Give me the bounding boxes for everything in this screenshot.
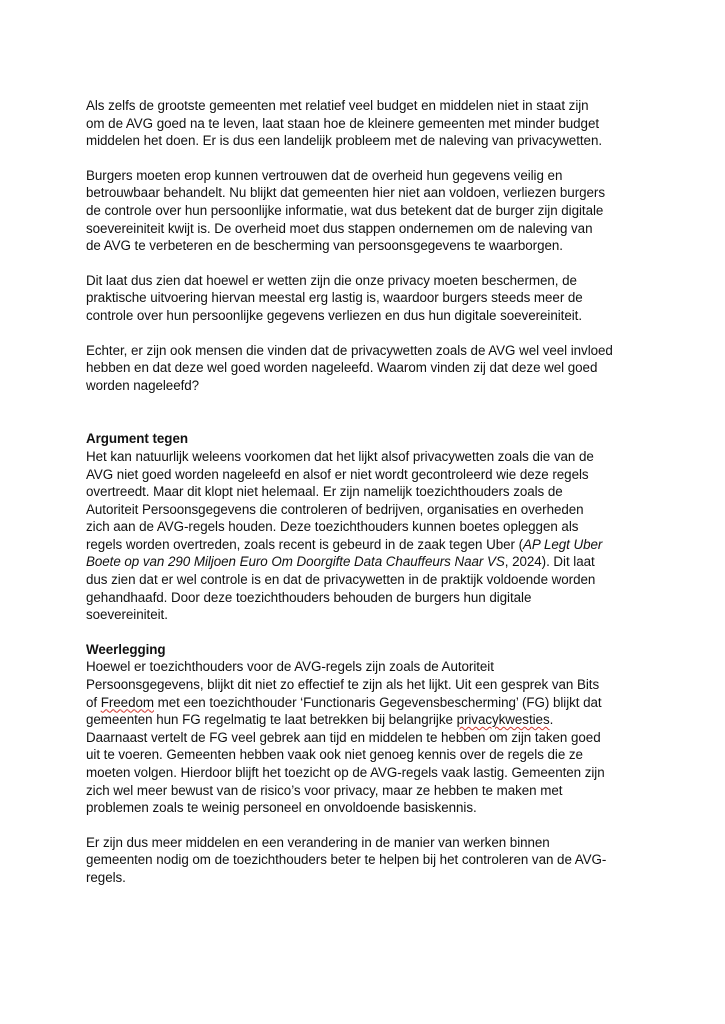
rebuttal-heading: Weerlegging [86, 641, 166, 657]
text-line: problemen zoals te weinig personeel en onvoldoende basiskennis. [86, 800, 477, 816]
rebuttal-section [86, 641, 653, 817]
text-run: gemeenten hun FG regelmatig te laat betrekken bij belangrijke [86, 712, 457, 728]
text-line: Dit laat dus zien dat hoewel er wetten zijn die onze privacy moeten beschermen, de [86, 272, 577, 288]
text-run: . [549, 712, 554, 728]
text-line: dus zien dat er wel controle is en dat de privacywetten in de praktijk voldoende worden [86, 572, 596, 588]
text-run: , 2024). Dit laat [504, 554, 595, 570]
text-line: zich aan de AVG-regels houden. Deze toezichthouders kunnen boetes opleggen als [86, 519, 579, 535]
text-line: uit te voeren. Gemeenten hebben vaak ook niet genoeg kennis over de regels die ze [86, 747, 583, 763]
text-line: soevereiniteit. [86, 607, 168, 623]
text-line: regels. [86, 869, 126, 885]
citation-title: AP Legt Uber [523, 536, 603, 552]
text-line: Hoewel er toezichthouders voor de AVG-regels zijn zoals de Autoriteit [86, 659, 494, 675]
text-line: hebben en dat deze wel goed worden nageleefd. Waarom vinden zij dat deze wel goed [86, 360, 598, 376]
text-line: Echter, er zijn ook mensen die vinden dat de privacywetten zoals de AVG wel veel invloed [86, 342, 613, 358]
spellcheck-flagged-word[interactable]: Freedom [100, 694, 154, 710]
text-line: gemeenten nodig om de toezichthouders beter te helpen bij het controleren van de AVG- [86, 852, 607, 868]
text-line: zich wel meer bewust van de risico’s voor privacy, maar ze hebben te maken met [86, 782, 563, 798]
text-line [86, 711, 653, 729]
text-line: middelen het doen. Er is dus een landelijk probleem met de naleving van privacywetten. [86, 133, 603, 149]
text-line: Burgers moeten erop kunnen vertrouwen dat de overheid hun gegevens veilig en [86, 167, 563, 183]
text-run: met een toezichthouder ‘Functionaris Gegevensbescherming’ (FG) blijkt dat [153, 694, 602, 710]
conclusion-paragraph [86, 834, 653, 887]
text-line: de controle over hun persoonlijke informatie, wat dus betekent dat de burger zijn digitale [86, 202, 604, 218]
text-line [86, 553, 653, 571]
text-line: Er zijn dus meer middelen en een verandering in de manier van werken binnen [86, 834, 550, 850]
text-line [86, 536, 653, 554]
text-line: Autoriteit Persoonsgegevens die controleren of bedrijven, organisaties en overheden [86, 501, 584, 517]
text-line: Het kan natuurlijk weleens voorkomen dat het lijkt alsof privacywetten zoals die van de [86, 448, 594, 464]
spacer [86, 411, 653, 430]
text-line: om de AVG goed na te leven, laat staan hoe de kleinere gemeenten met minder budget [86, 115, 600, 131]
text-line: betrouwbaar behandelt. Nu blijkt dat gemeenten hier niet aan voldoen, verliezen burgers [86, 185, 605, 201]
spellcheck-flagged-word[interactable]: privacykwesties [456, 712, 550, 728]
text-run: of [86, 694, 101, 710]
text-line: controle over hun persoonlijke gegevens verliezen en dus hun digitale soevereiniteit. [86, 307, 582, 323]
text-line: Persoonsgegevens, blijkt dit niet zo effectief te zijn als het lijkt. Uit een gesprek van Bits [86, 677, 600, 693]
text-line: soevereiniteit kwijt is. De overheid moet dus stappen ondernemen om de naleving van [86, 220, 593, 236]
text-run: regels worden overtreden, zoals recent is gebeurd in de zaak tegen Uber ( [86, 536, 524, 552]
text-line: praktische uitvoering hiervan meestal erg lastig is, waardoor burgers steeds meer de [86, 290, 583, 306]
paragraph-2 [86, 167, 653, 255]
text-line: Als zelfs de grootste gemeenten met relatief veel budget en middelen niet in staat zijn [86, 98, 589, 113]
paragraph-4 [86, 342, 653, 395]
argument-heading: Argument tegen [86, 431, 188, 447]
paragraph-1 [86, 97, 653, 150]
text-line: gehandhaafd. Door deze toezichthouders behouden de burgers hun digitale [86, 589, 532, 605]
text-line: Daarnaast vertelt de FG veel gebrek aan tijd en middelen te hebben om zijn taken goed [86, 729, 601, 745]
text-line: worden nageleefd? [86, 377, 200, 393]
argument-section [86, 430, 653, 624]
text-line [86, 694, 653, 712]
paragraph-3 [86, 272, 653, 325]
text-line: AVG niet goed worden nageleefd en alsof er niet wordt gecontroleerd wie deze regels [86, 466, 589, 482]
text-line: moeten volgen. Hierdoor blijft het toezicht op de AVG-regels vaak lastig. Gemeenten zijn [86, 765, 605, 780]
text-line: de AVG te verbeteren en de bescherming van persoonsgegevens te waarborgen. [86, 238, 563, 254]
text-line: overtreedt. Maar dit klopt niet helemaal. Er zijn namelijk toezichthouders zoals de [86, 484, 563, 500]
citation-title: Boete op van 290 Miljoen Euro Om Doorgifte Data Chauffeurs Naar VS [86, 554, 505, 570]
